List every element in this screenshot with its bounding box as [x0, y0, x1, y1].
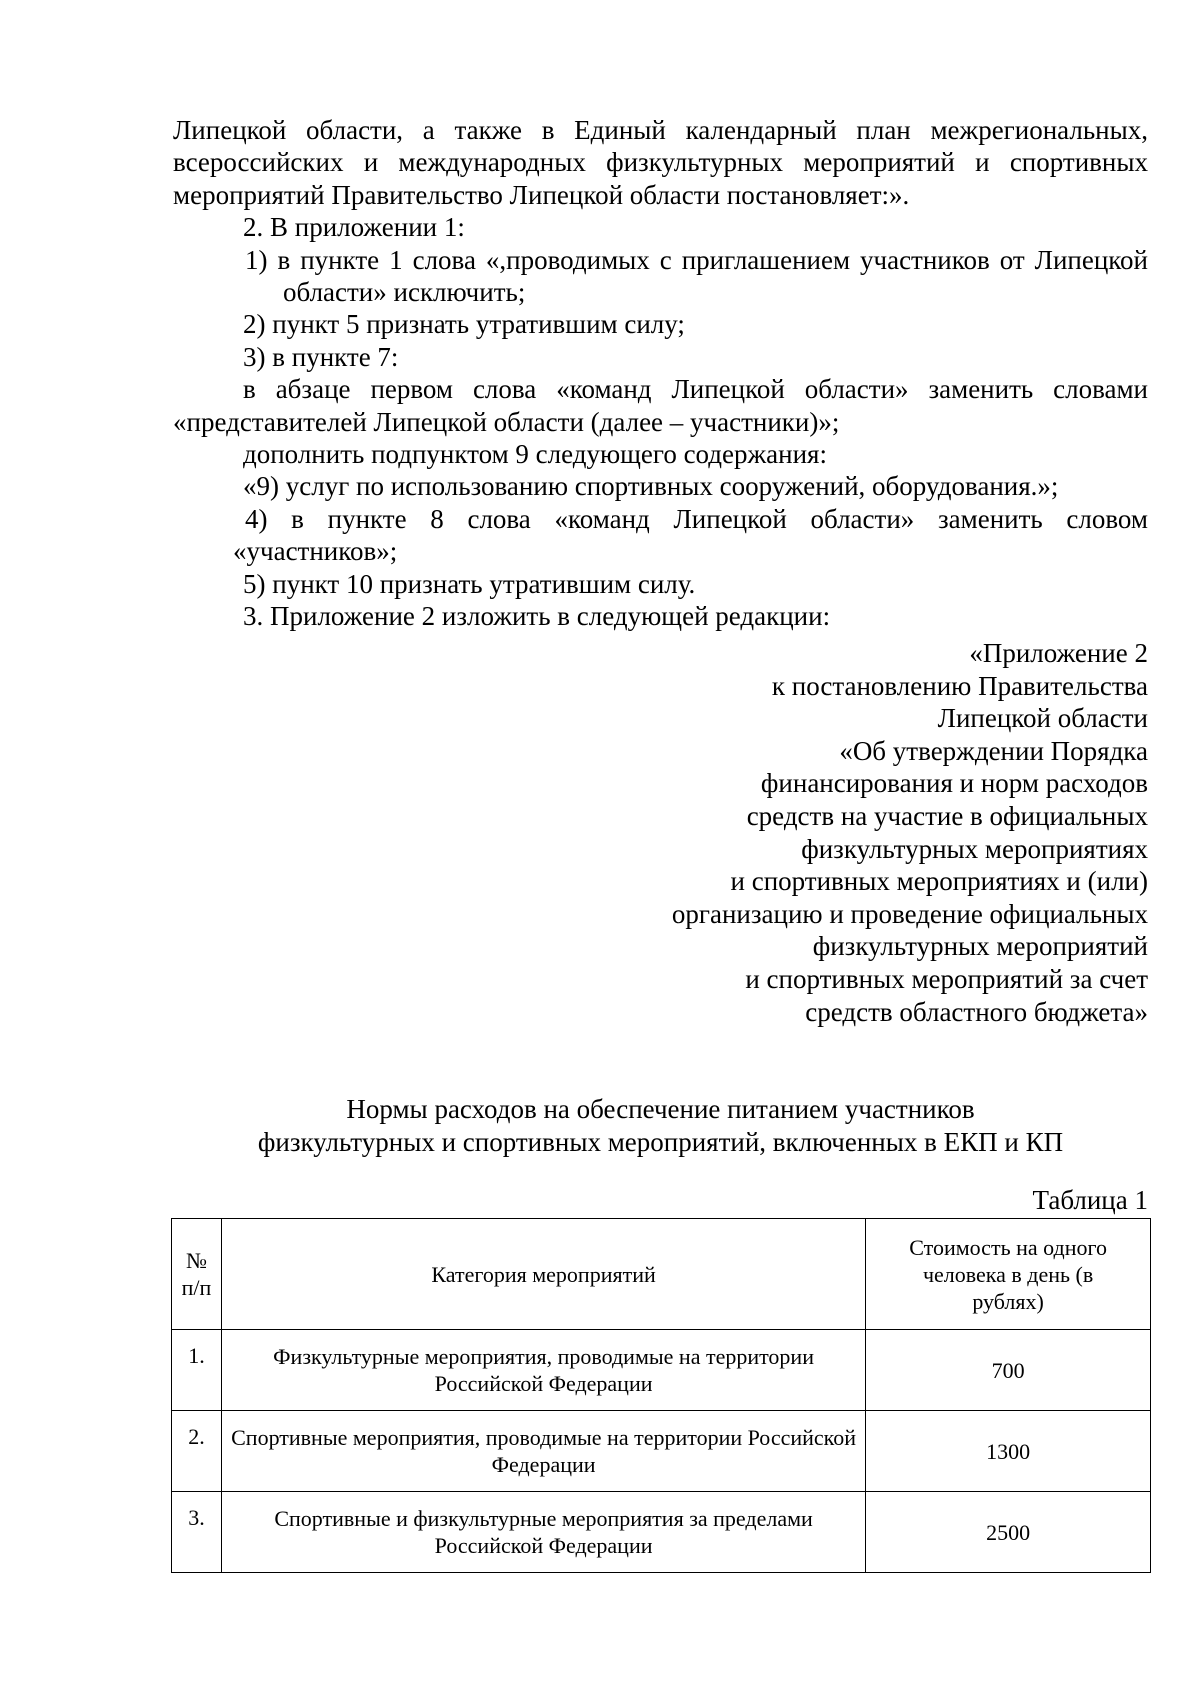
table-header-row: [172, 1219, 1151, 1330]
body-text: [173, 114, 1148, 633]
paragraph-supplement: дополнить подпунктом 9 следующего содержания:: [243, 439, 827, 470]
appendix-line: физкультурных мероприятий: [812, 931, 1148, 962]
paragraph-item-3: 3. Приложение 2 изложить в следующей редакции:: [243, 601, 831, 632]
appendix-line: финансирования и норм расходов: [760, 768, 1148, 799]
paragraph-subitem-4: 4) в пункте 8 слова «команд Липецкой области» заменить словом «участников»;: [233, 503, 1148, 567]
row-num: 3.: [172, 1492, 222, 1573]
header-num: № п/п: [172, 1219, 222, 1330]
paragraph-subpoint-9: «9) услуг по использованию спортивных сооружений, оборудования.»;: [243, 471, 1059, 502]
header-cost: Стоимость на одного человека в день (в рублях): [866, 1219, 1151, 1330]
appendix-line: физкультурных мероприятиях: [801, 833, 1148, 864]
paragraph-subitem-5: 5) пункт 10 признать утратившим силу.: [243, 568, 696, 599]
row-category: Физкультурные мероприятия, проводимые на территории Российской Федерации: [221, 1330, 865, 1411]
paragraph-intro: Липецкой области, а также в Единый календарный план межрегиональных, всероссийских и международных физкультурных мероприятий и спортивных мероприятий Правительство Липецкой области постановляет:».: [173, 115, 1148, 210]
appendix-line: и спортивных мероприятий за счет: [745, 963, 1148, 994]
row-cost: 700: [866, 1330, 1151, 1411]
appendix-line: средств областного бюджета»: [805, 996, 1148, 1027]
table-row: [172, 1411, 1151, 1492]
paragraph-subitem-2: 2) пункт 5 признать утратившим силу;: [243, 309, 685, 340]
table-row: [172, 1492, 1151, 1573]
appendix-line: «Приложение 2: [969, 638, 1148, 668]
row-category: Спортивные и физкультурные мероприятия за пределами Российской Федерации: [221, 1492, 865, 1573]
title-line-2: физкультурных и спортивных мероприятий, включенных в ЕКП и КП: [257, 1126, 1064, 1157]
paragraph-abzac: в абзаце первом слова «команд Липецкой области» заменить словами «представителей Липецкой области (далее – участники)»;: [173, 374, 1148, 437]
row-cost: 1300: [866, 1411, 1151, 1492]
paragraph-subitem-1: 1) в пункте 1 слова «,проводимых с приглашением участников от Липецкой области» исключить;: [245, 244, 1148, 308]
appendix-line: и спортивных мероприятиях и (или): [730, 866, 1148, 897]
row-cost: 2500: [866, 1492, 1151, 1573]
appendix-line: «Об утверждении Порядка: [839, 735, 1148, 766]
appendix-line: организацию и проведение официальных: [671, 898, 1148, 929]
row-num: 1.: [172, 1330, 222, 1411]
table-label: Таблица 1: [1032, 1185, 1148, 1215]
appendix-heading: [672, 637, 1148, 1028]
appendix-line: Липецкой области: [937, 703, 1148, 734]
paragraph-subitem-3: 3) в пункте 7:: [243, 341, 399, 372]
title-line-1: Нормы расходов на обеспечение питанием участников: [346, 1094, 975, 1124]
header-category: Категория мероприятий: [221, 1219, 865, 1330]
table-row: [172, 1330, 1151, 1411]
appendix-line: средств на участие в официальных: [746, 800, 1148, 831]
norms-table: [171, 1218, 1151, 1573]
row-category: Спортивные мероприятия, проводимые на территории Российской Федерации: [221, 1411, 865, 1492]
paragraph-item-2: 2. В приложении 1:: [243, 212, 465, 243]
appendix-line: к постановлению Правительства: [771, 670, 1148, 701]
document-title: [173, 1093, 1148, 1158]
row-num: 2.: [172, 1411, 222, 1492]
